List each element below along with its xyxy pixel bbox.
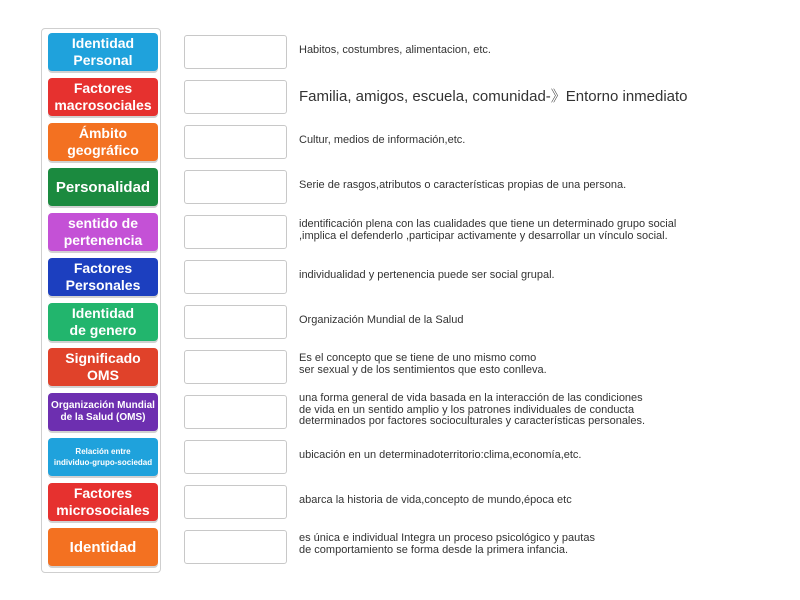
description-7: Organización Mundial de la Salud: [299, 314, 464, 326]
description-4: Serie de rasgos,atributos o características propias de una persona.: [299, 179, 627, 191]
drop-box-3[interactable]: [184, 125, 287, 159]
tile-identidad-de-genero[interactable]: Identidad de genero: [48, 303, 158, 341]
description-8: Es el concepto que se tiene de uno mismo como ser sexual y de los sentimientos que esto conlleva.: [299, 352, 547, 376]
drop-box-1[interactable]: [184, 35, 287, 69]
drop-box-6[interactable]: [184, 260, 287, 294]
drop-box-9[interactable]: [184, 395, 287, 429]
drop-box-12[interactable]: [184, 530, 287, 564]
description-11: abarca la historia de vida,concepto de mundo,época etc: [299, 494, 572, 506]
drop-box-11[interactable]: [184, 485, 287, 519]
description-2: Familia, amigos, escuela, comunidad-》Entorno inmediato: [299, 88, 688, 105]
description-9: una forma general de vida basada en la interacción de las condiciones de vida en un sentido amplio y los patrones individuales de conducta determinados por factores socioculturales y características personales.: [299, 392, 646, 427]
tile-personalidad[interactable]: Personalidad: [48, 168, 158, 206]
tile-factores-microsociales[interactable]: Factores microsociales: [48, 483, 158, 521]
drop-box-7[interactable]: [184, 305, 287, 339]
tile-ambito-geografico[interactable]: Ámbito geográfico: [48, 123, 158, 161]
description-5: identificación plena con las cualidades que tiene un determinado grupo social ,implica el defenderlo ,participar activamente y desarrollar un vínculo social.: [299, 218, 677, 242]
drop-box-4[interactable]: [184, 170, 287, 204]
description-6: individualidad y pertenencia puede ser social grupal.: [299, 269, 555, 281]
description-12: es única e individual Integra un proceso psicológico y pautas de comportamiento se forma desde la primera infancia.: [299, 532, 595, 556]
tiles-panel: [41, 28, 161, 573]
tile-significado-oms[interactable]: Significado OMS: [48, 348, 158, 386]
drop-box-5[interactable]: [184, 215, 287, 249]
tile-relacion-individuo-grupo-sociedad[interactable]: Relación entre individuo-grupo-sociedad: [48, 438, 158, 476]
drop-box-10[interactable]: [184, 440, 287, 474]
drop-box-8[interactable]: [184, 350, 287, 384]
tile-identidad[interactable]: Identidad: [48, 528, 158, 566]
description-3: Cultur, medios de información,etc.: [299, 134, 466, 146]
description-1: Habitos, costumbres, alimentacion, etc.: [299, 44, 491, 56]
description-10: ubicación en un determinadoterritorio:clima,economía,etc.: [299, 449, 582, 461]
tile-identidad-personal[interactable]: Identidad Personal: [48, 33, 158, 71]
drop-box-2[interactable]: [184, 80, 287, 114]
tile-sentido-de-pertenencia[interactable]: sentido de pertenencia: [48, 213, 158, 251]
tile-organizacion-mundial-salud[interactable]: Organización Mundial de la Salud (OMS): [48, 393, 158, 431]
tile-factores-personales[interactable]: Factores Personales: [48, 258, 158, 296]
tile-factores-macrosociales[interactable]: Factores macrosociales: [48, 78, 158, 116]
